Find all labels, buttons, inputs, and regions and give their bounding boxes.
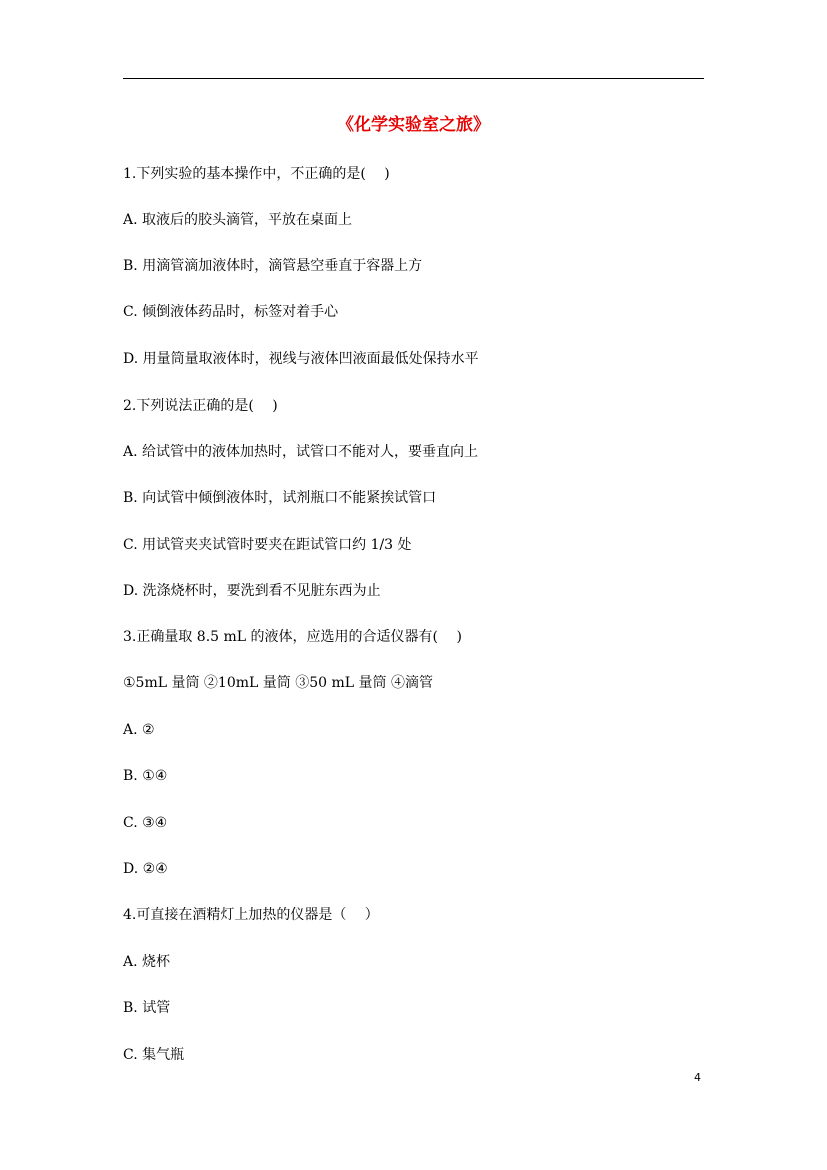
question-3-choices: ①5mL 量筒 ②10mL 量筒 ③50 mL 量筒 ④滴管 [123, 675, 433, 691]
question-1-option-c: C. 倾倒液体药品时，标签对着手心 [123, 304, 339, 320]
question-4-option-a: A. 烧杯 [123, 954, 171, 970]
question-2-option-d: D. 洗涤烧杯时，要洗到看不见脏东西为止 [123, 583, 381, 599]
header-rule [123, 78, 704, 79]
question-2-option-b: B. 向试管中倾倒液体时，试剂瓶口不能紧挨试管口 [123, 490, 437, 506]
question-3-option-c: C. ③④ [123, 815, 168, 831]
question-4-option-c: C. 集气瓶 [123, 1047, 185, 1063]
question-1-option-b: B. 用滴管滴加液体时，滴管悬空垂直于容器上方 [123, 258, 423, 274]
question-4-option-b: B. 试管 [123, 1000, 171, 1016]
document-title: 《化学实验室之旅》 [337, 115, 490, 135]
question-4-stem: 4.可直接在酒精灯上加热的仪器是（ ） [123, 907, 379, 923]
question-2-option-c: C. 用试管夹夹试管时要夹在距试管口约 1/3 处 [123, 537, 412, 553]
question-3-stem: 3.正确量取 8.5 mL 的液体，应选用的合适仪器有( ) [123, 629, 462, 645]
question-2-option-a: A. 给试管中的液体加热时，试管口不能对人，要垂直向上 [123, 444, 479, 460]
question-1-stem: 1.下列实验的基本操作中，不正确的是( ) [123, 166, 390, 182]
page-number: 4 [694, 1071, 701, 1084]
question-3-option-d: D. ②④ [123, 861, 168, 877]
question-2-stem: 2.下列说法正确的是( ) [123, 398, 278, 414]
question-3-option-b: B. ①④ [123, 768, 168, 784]
question-1-option-d: D. 用量筒量取液体时，视线与液体凹液面最低处保持水平 [123, 351, 479, 367]
question-1-option-a: A. 取液后的胶头滴管，平放在桌面上 [123, 212, 353, 228]
question-3-option-a: A. ② [123, 722, 155, 738]
